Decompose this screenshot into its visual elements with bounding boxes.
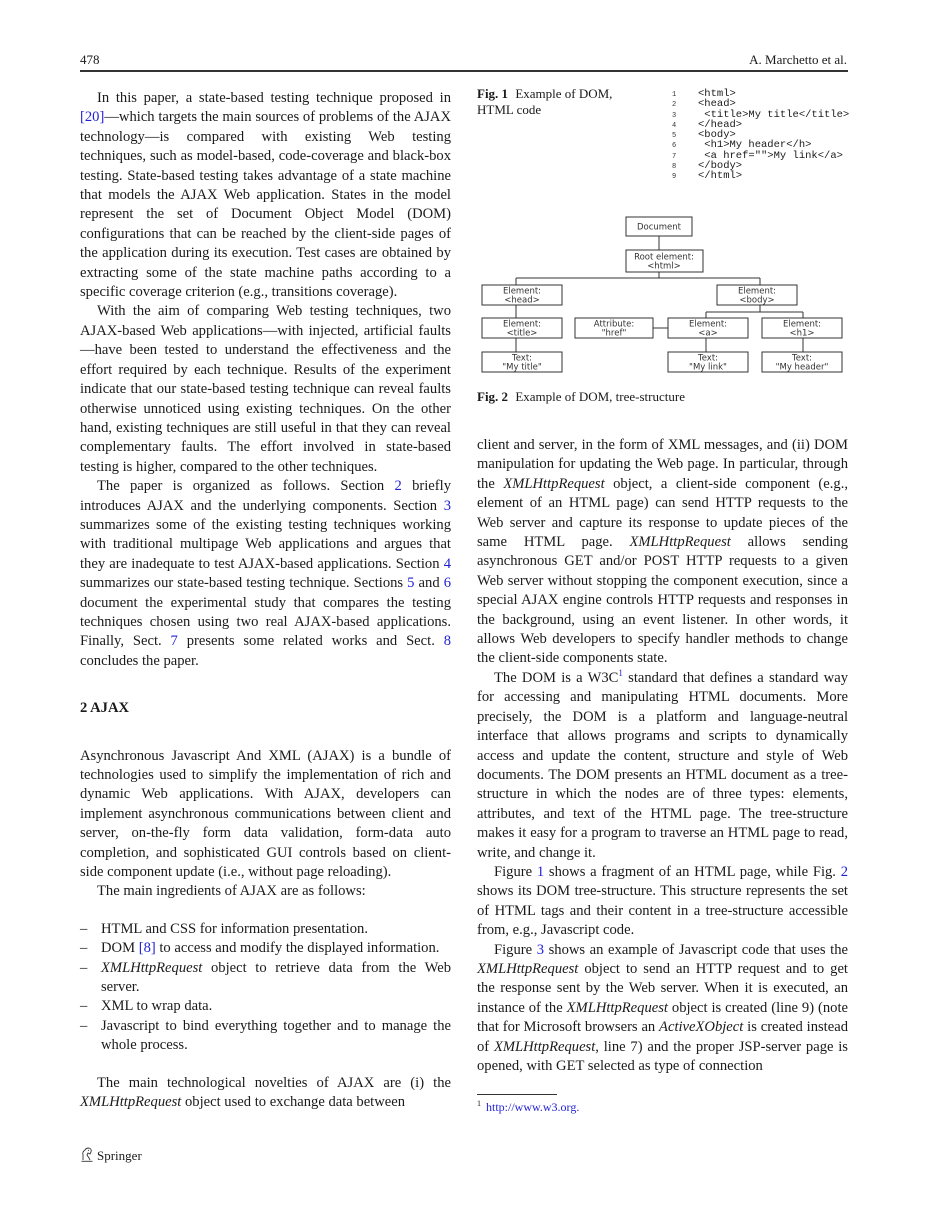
paragraph-novelties: The main technological novelties of AJAX are (i) the XMLHttpRequest object used to exchange data between <box>80 1074 451 1111</box>
node-text-title <box>482 352 562 373</box>
node-text-header <box>762 352 842 373</box>
svg-text:"My link": "My link" <box>689 362 727 373</box>
page-number: 478 <box>80 52 100 67</box>
footnote-number: 1 <box>477 1099 481 1108</box>
bullet-dash: – <box>80 1017 88 1034</box>
header-rule <box>80 70 848 72</box>
code-line: 6 <h1>My header</h> <box>672 139 812 152</box>
code-line: 9 </html> <box>672 170 743 183</box>
paragraph-figure-3: Figure 3 shows an example of Javascript code that uses the XMLHttpRequest object to send an HTTP request and to get the response sent by the Web server. When it is executed, an instance of the XMLHttpRequest object is created (line 9) (note that for Microsoft browsers an ActiveXObject is created instead of XMLHttpRequest, line 7) and the proper JSP-server page is opened, with GET selected as type of connection <box>477 941 848 1074</box>
node-attribute-href <box>575 318 653 339</box>
footnote-marker[interactable]: 1 <box>618 667 623 678</box>
list-item: – XML to wrap data. <box>80 997 451 1016</box>
code-line: 3 <title>My title</title> <box>672 108 850 121</box>
right-column <box>477 436 848 1076</box>
section-link[interactable]: 7 <box>170 633 178 650</box>
line-number: 9 <box>672 173 677 182</box>
code-line: 7 <a href="">My link</a> <box>672 149 843 162</box>
svg-text:"href": "href" <box>601 328 627 339</box>
ingredients-list <box>80 920 451 1056</box>
figure-link[interactable]: 3 <box>536 941 544 958</box>
paragraph-dom: The DOM is a $W3C^1$ standard that defines a standard way for accessing and manipulating HTML documents. More precisely, the DOM is a platform and language-neutral interface that allows programs and scripts to dynamically access and update the content, structure and style of Web documents. The DOM presents an HTML document as a tree-structure in which the nodes are of three types: elements, attributes, and text of the HTML page. The tree-structure makes it easy for a program to traverse an HTML page to read, write, and change it. <box>477 667 848 861</box>
line-number: 1 <box>672 91 677 99</box>
section-heading: 2 AJAX <box>80 700 130 717</box>
publisher-name: Springer <box>97 1148 142 1163</box>
list-item: – Javascript to bind everything together and to manage the whole process. <box>80 1017 451 1054</box>
figure-2-dom-tree <box>477 212 857 377</box>
paragraph-ajax-definition: Asynchronous Javascript And XML (AJAX) is a bundle of technologies used to simplify the implementation of rich and dynamic Web applications. With AJAX, developers can implement asynchronous communications between client and server, on-the-fly form data validation, form-data auto completion, and sophisticated GUI controls based on client-side component update (i.e., without page reloading). <box>80 747 451 881</box>
line-number: 6 <box>672 142 677 151</box>
svg-text:<a>: <a> <box>698 328 718 339</box>
node-h1 <box>762 318 842 339</box>
svg-text:Element:: Element: <box>502 286 542 297</box>
code-line: 2 <head> <box>672 98 736 111</box>
bullet-dash: – <box>80 940 88 957</box>
figure-link[interactable]: 2 <box>840 863 848 880</box>
svg-text:"My title": "My title" <box>502 362 542 373</box>
svg-text:Element:: Element: <box>737 286 777 297</box>
svg-text:"My header": "My header" <box>775 362 829 373</box>
footnote: $^1$ http://www.w3.org. <box>477 1099 580 1114</box>
section-link[interactable]: 2 <box>394 478 402 495</box>
list-item: – HTML and CSS for information presentation. <box>80 920 451 939</box>
svg-text:Element:: Element: <box>782 319 822 330</box>
citation-link[interactable]: [8] <box>138 940 156 957</box>
paragraph-comparison: With the aim of comparing Web testing techniques, two AJAX-based Web applications—with injected, artificial faults—have been tested to understand the effectiveness and the effort required by each technique. Results of the experiment indicate that our state-based testing technique can reveal faults otherwise unnoticed using existing techniques. On the other hand, existing techniques are still useful in that they can reveal complementary faults. The effort involved in state-based testing is higher, compared to the other techniques. <box>80 303 451 475</box>
svg-text:Attribute:: Attribute: <box>593 319 635 330</box>
figure-1-caption: Fig. 1 Example of DOM, HTML code <box>477 86 613 117</box>
bullet-dash: – <box>80 998 88 1015</box>
figure-link[interactable]: 1 <box>536 863 545 880</box>
node-root-element <box>626 250 703 272</box>
figure-2-caption: Fig. 2 Example of DOM, tree-structure <box>477 389 685 404</box>
code-line: 8 </body> <box>672 160 743 173</box>
list-item: – DOM [8] to access and modify the displayed information. <box>80 939 451 958</box>
node-body <box>717 285 797 306</box>
svg-text:<html>: <html> <box>647 261 681 272</box>
node-text-link <box>668 352 748 373</box>
section-link[interactable]: 6 <box>443 575 451 592</box>
svg-text:Text:: Text: <box>511 353 533 364</box>
svg-text:<head>: <head> <box>504 295 540 306</box>
section-link[interactable]: 3 <box>443 497 451 514</box>
figure-label: Fig. 1 <box>477 86 509 101</box>
paragraph-organization: The paper is organized as follows. Section 2 briefly introduces AJAX and the underlying components. Section 3 summarizes some of the existing testing techniques working with traditional multipage Web applications and argues that they are inadequate to test AJAX-based applications. Section 4 summarizes our state-based testing technique. Sections 5 and 6 document the experimental study that compares the testing techniques chosen using two real AJAX-based applications. Finally, Sect. 7 presents some related works and Sect. 8 concludes the paper. <box>80 478 451 669</box>
line-number: 3 <box>672 111 677 120</box>
svg-text:Text:: Text: <box>697 353 719 364</box>
line-number: 4 <box>672 121 677 130</box>
svg-text:Root element:: Root element: <box>634 252 694 263</box>
section-link[interactable]: 5 <box>407 575 415 592</box>
svg-text:<body>: <body> <box>739 295 775 306</box>
line-number: 2 <box>672 101 677 110</box>
footnote-rule <box>477 1094 557 1095</box>
svg-text:Element:: Element: <box>688 319 728 330</box>
line-number: 7 <box>672 152 677 161</box>
code-line: 4 </head> <box>672 118 743 131</box>
springer-horse-logo-icon <box>80 1146 94 1166</box>
figure-label: Fig. 2 <box>477 389 509 404</box>
bullet-dash: – <box>80 920 88 937</box>
running-head-authors: A. Marchetto et al. <box>749 52 847 67</box>
svg-text:Text:: Text: <box>791 353 813 364</box>
section-link[interactable]: 8 <box>443 633 451 650</box>
node-title <box>482 318 562 339</box>
code-line: 5 <body> <box>672 129 736 142</box>
footnote-url-link[interactable]: http://www.w3.org <box>486 1100 577 1114</box>
paragraph-ingredients-intro: The main ingredients of AJAX are as follows: <box>97 883 366 900</box>
line-number: 5 <box>672 132 677 141</box>
section-link[interactable]: 4 <box>443 555 451 572</box>
svg-text:<h1>: <h1> <box>789 328 815 339</box>
left-column <box>80 89 451 1113</box>
code-line: 1 <html> <box>672 88 736 100</box>
figure-1-code-listing <box>672 89 849 182</box>
node-head <box>482 285 562 306</box>
bullet-dash: – <box>80 959 88 976</box>
svg-text:Element:: Element: <box>502 319 542 330</box>
publisher-footer <box>80 1146 142 1166</box>
paragraph-intro: In this paper, a state-based testing technique proposed in [20]—which targets the main sources of problems of the AJAX technology—is compared with existing Web testing techniques, such as model-based, code-coverage and black-box testing. State-based testing takes advantage of a state machine that models the AJAX Web application. States in the model represent the set of Document Object Model (DOM) configurations that can be reached by the client-side pages of the application during its execution. Test cases are obtained by extracting some of the state machine paths according to a specific coverage criterion (e.g., transitions coverage). <box>80 90 451 301</box>
list-item: – XMLHttpRequest object to retrieve data from the Web server. <box>80 959 451 996</box>
node-a <box>668 318 748 339</box>
svg-text:Document: Document <box>636 222 682 233</box>
paragraph-figure-refs: Figure 1 shows a fragment of an HTML page, while Fig. 2 shows its DOM tree-structure. This structure represents the set of HTML tags and their content in a tree-structure accessible from, e.g., Javascript code. <box>477 863 848 939</box>
paragraph-xhr: client and server, in the form of XML messages, and (ii) DOM manipulation for updating the Web page. In particular, through the XMLHttpRequest object, a client-side component (e.g., element of an HTML page) can send HTTP requests to the Web server and capture its response to update pieces of the same HTML page. XMLHttpRequest allows sending asynchronous GET and/or POST HTTP requests to a given Web server without stopping the component execution, since a special AJAX engine controls HTTP requests and responses in the background, using an event listener. In other words, it allows Web developers to specify handler methods to change the client-side components state. <box>477 437 849 667</box>
svg-text:<title>: <title> <box>506 328 538 339</box>
citation-link[interactable]: [20] <box>80 109 105 126</box>
line-number: 8 <box>672 163 677 172</box>
node-document <box>626 217 692 236</box>
